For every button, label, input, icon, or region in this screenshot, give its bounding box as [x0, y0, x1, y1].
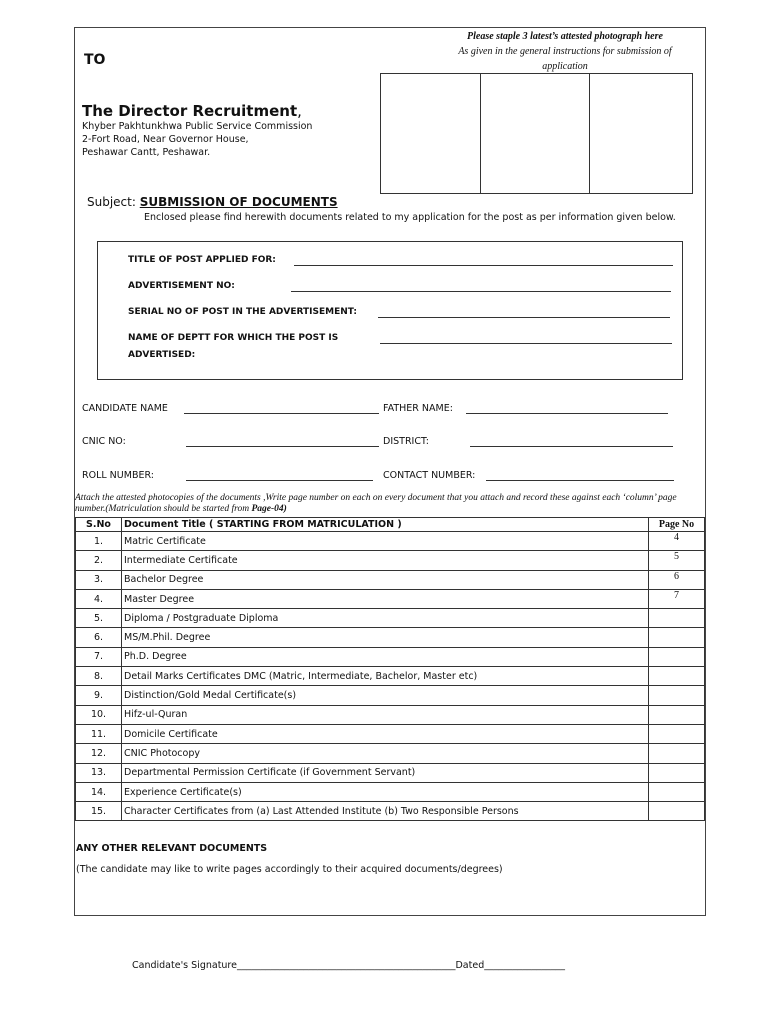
row-sno: 12.	[76, 744, 122, 763]
row-page[interactable]	[649, 802, 705, 821]
row-title: CNIC Photocopy	[122, 744, 649, 763]
table-row	[76, 724, 705, 743]
table-row	[76, 763, 705, 782]
header-title: Document Title ( STARTING FROM MATRICULATION )	[122, 518, 649, 532]
subject-text: SUBMISSION OF DOCUMENTS	[139, 195, 338, 209]
row-sno: 8.	[76, 667, 122, 686]
dept-field[interactable]	[380, 343, 672, 344]
serial-no-label: SERIAL NO OF POST IN THE ADVERTISEMENT:	[128, 307, 358, 317]
row-sno: 1.	[76, 532, 122, 551]
table-row	[76, 628, 705, 647]
signature-label: Candidate's Signature	[132, 960, 237, 971]
table-header-row	[76, 518, 705, 532]
row-title: Bachelor Degree	[122, 570, 649, 589]
other-documents-note: (The candidate may like to write pages accordingly to their acquired documents/degrees)	[76, 864, 503, 875]
row-title: Master Degree	[122, 589, 649, 608]
father-name-label: FATHER NAME:	[383, 403, 453, 414]
subject-label: Subject:	[87, 195, 136, 209]
header-page: Page No	[649, 518, 705, 532]
father-name-field[interactable]	[466, 413, 668, 414]
row-title: Diploma / Postgraduate Diploma	[122, 609, 649, 628]
serial-no-field[interactable]	[378, 317, 670, 318]
row-sno: 5.	[76, 609, 122, 628]
advertisement-no-label: ADVERTISEMENT NO:	[128, 281, 235, 291]
row-title: Distinction/Gold Medal Certificate(s)	[122, 686, 649, 705]
candidate-name-label: CANDIDATE NAME	[82, 403, 168, 414]
row-sno: 15.	[76, 802, 122, 821]
advertisement-no-field[interactable]	[291, 291, 671, 292]
row-title: Departmental Permission Certificate (if Government Servant)	[122, 763, 649, 782]
row-page[interactable]	[649, 686, 705, 705]
documents-table	[75, 517, 705, 821]
row-page[interactable]	[649, 744, 705, 763]
row-page[interactable]	[649, 782, 705, 801]
row-title: Hifz-ul-Quran	[122, 705, 649, 724]
row-page[interactable]: 5	[649, 551, 705, 570]
row-page[interactable]	[649, 647, 705, 666]
row-page[interactable]: 4	[649, 532, 705, 551]
roll-number-label: ROLL NUMBER:	[82, 470, 154, 481]
photo-instructions	[440, 29, 690, 74]
cnic-label: CNIC NO:	[82, 436, 126, 447]
header-sno: S.No	[76, 518, 122, 532]
row-sno: 3.	[76, 570, 122, 589]
row-sno: 13.	[76, 763, 122, 782]
row-sno: 9.	[76, 686, 122, 705]
photo-note-line3: application	[542, 61, 588, 72]
address-line-1: Khyber Pakhtunkhwa Public Service Commission	[82, 121, 313, 132]
table-row	[76, 802, 705, 821]
dated-label: Dated	[455, 960, 485, 971]
photo-box-1[interactable]	[380, 73, 481, 194]
contact-number-field[interactable]	[486, 480, 674, 481]
table-row	[76, 686, 705, 705]
row-page[interactable]	[649, 609, 705, 628]
row-sno: 2.	[76, 551, 122, 570]
row-page[interactable]	[649, 724, 705, 743]
signature-field[interactable]: ______________________________________________	[236, 960, 456, 971]
row-title: Matric Certificate	[122, 532, 649, 551]
row-title: Character Certificates from (a) Last Attended Institute (b) Two Responsible Persons	[122, 802, 649, 821]
dept-label-line2: ADVERTISED:	[128, 350, 196, 360]
candidate-name-field[interactable]	[184, 413, 379, 414]
photo-note-line1: Please staple 3 latest’s attested photograph here	[467, 31, 663, 42]
row-page[interactable]: 6	[649, 570, 705, 589]
row-title: Ph.D. Degree	[122, 647, 649, 666]
address-line-2: 2-Fort Road, Near Governor House,	[82, 134, 249, 145]
table-row	[76, 782, 705, 801]
table-row	[76, 589, 705, 608]
address-line-3: Peshawar Cantt, Peshawar.	[82, 147, 211, 158]
photo-box-3[interactable]	[589, 73, 693, 194]
row-title: MS/M.Phil. Degree	[122, 628, 649, 647]
roll-number-field[interactable]	[186, 480, 373, 481]
district-label: DISTRICT:	[383, 436, 429, 447]
post-title-field[interactable]	[294, 265, 673, 266]
table-row	[76, 744, 705, 763]
table-row	[76, 705, 705, 724]
table-row	[76, 609, 705, 628]
table-row	[76, 551, 705, 570]
row-title: Detail Marks Certificates DMC (Matric, Intermediate, Bachelor, Master etc)	[122, 667, 649, 686]
photo-box-2[interactable]	[480, 73, 590, 194]
contact-number-label: CONTACT NUMBER:	[383, 470, 476, 481]
post-title-label: TITLE OF POST APPLIED FOR:	[128, 255, 276, 265]
row-sno: 7.	[76, 647, 122, 666]
subject-line	[87, 195, 338, 209]
row-sno: 11.	[76, 724, 122, 743]
dept-label-line1: NAME OF DEPTT FOR WHICH THE POST IS	[128, 333, 339, 343]
row-page[interactable]: 7	[649, 589, 705, 608]
cnic-field[interactable]	[186, 446, 379, 447]
addressee-title: The Director Recruitment,	[82, 102, 302, 120]
row-page[interactable]	[649, 667, 705, 686]
row-title: Domicile Certificate	[122, 724, 649, 743]
row-page[interactable]	[649, 705, 705, 724]
row-sno: 6.	[76, 628, 122, 647]
row-sno: 14.	[76, 782, 122, 801]
district-field[interactable]	[470, 446, 673, 447]
row-sno: 10.	[76, 705, 122, 724]
attach-instructions: Attach the attested photocopies of the documents ,Write page number on each on every document that you attach and record these against each ‘column’ page number.(Matriculation should be started from Page-04)	[75, 493, 677, 514]
table-row	[76, 532, 705, 551]
photo-note-line2: As given in the general instructions for submission of	[458, 46, 672, 57]
other-documents-heading: ANY OTHER RELEVANT DOCUMENTS	[76, 843, 268, 854]
signature-line	[132, 960, 565, 971]
dated-field[interactable]: _________________	[484, 960, 565, 971]
row-page[interactable]	[649, 763, 705, 782]
row-title: Intermediate Certificate	[122, 551, 649, 570]
row-title: Experience Certificate(s)	[122, 782, 649, 801]
enclosed-text: Enclosed please find herewith documents related to my application for the post as per information given below.	[144, 212, 676, 223]
row-page[interactable]	[649, 628, 705, 647]
table-row	[76, 570, 705, 589]
to-label: TO	[84, 52, 106, 68]
table-row	[76, 647, 705, 666]
row-sno: 4.	[76, 589, 122, 608]
table-row	[76, 667, 705, 686]
